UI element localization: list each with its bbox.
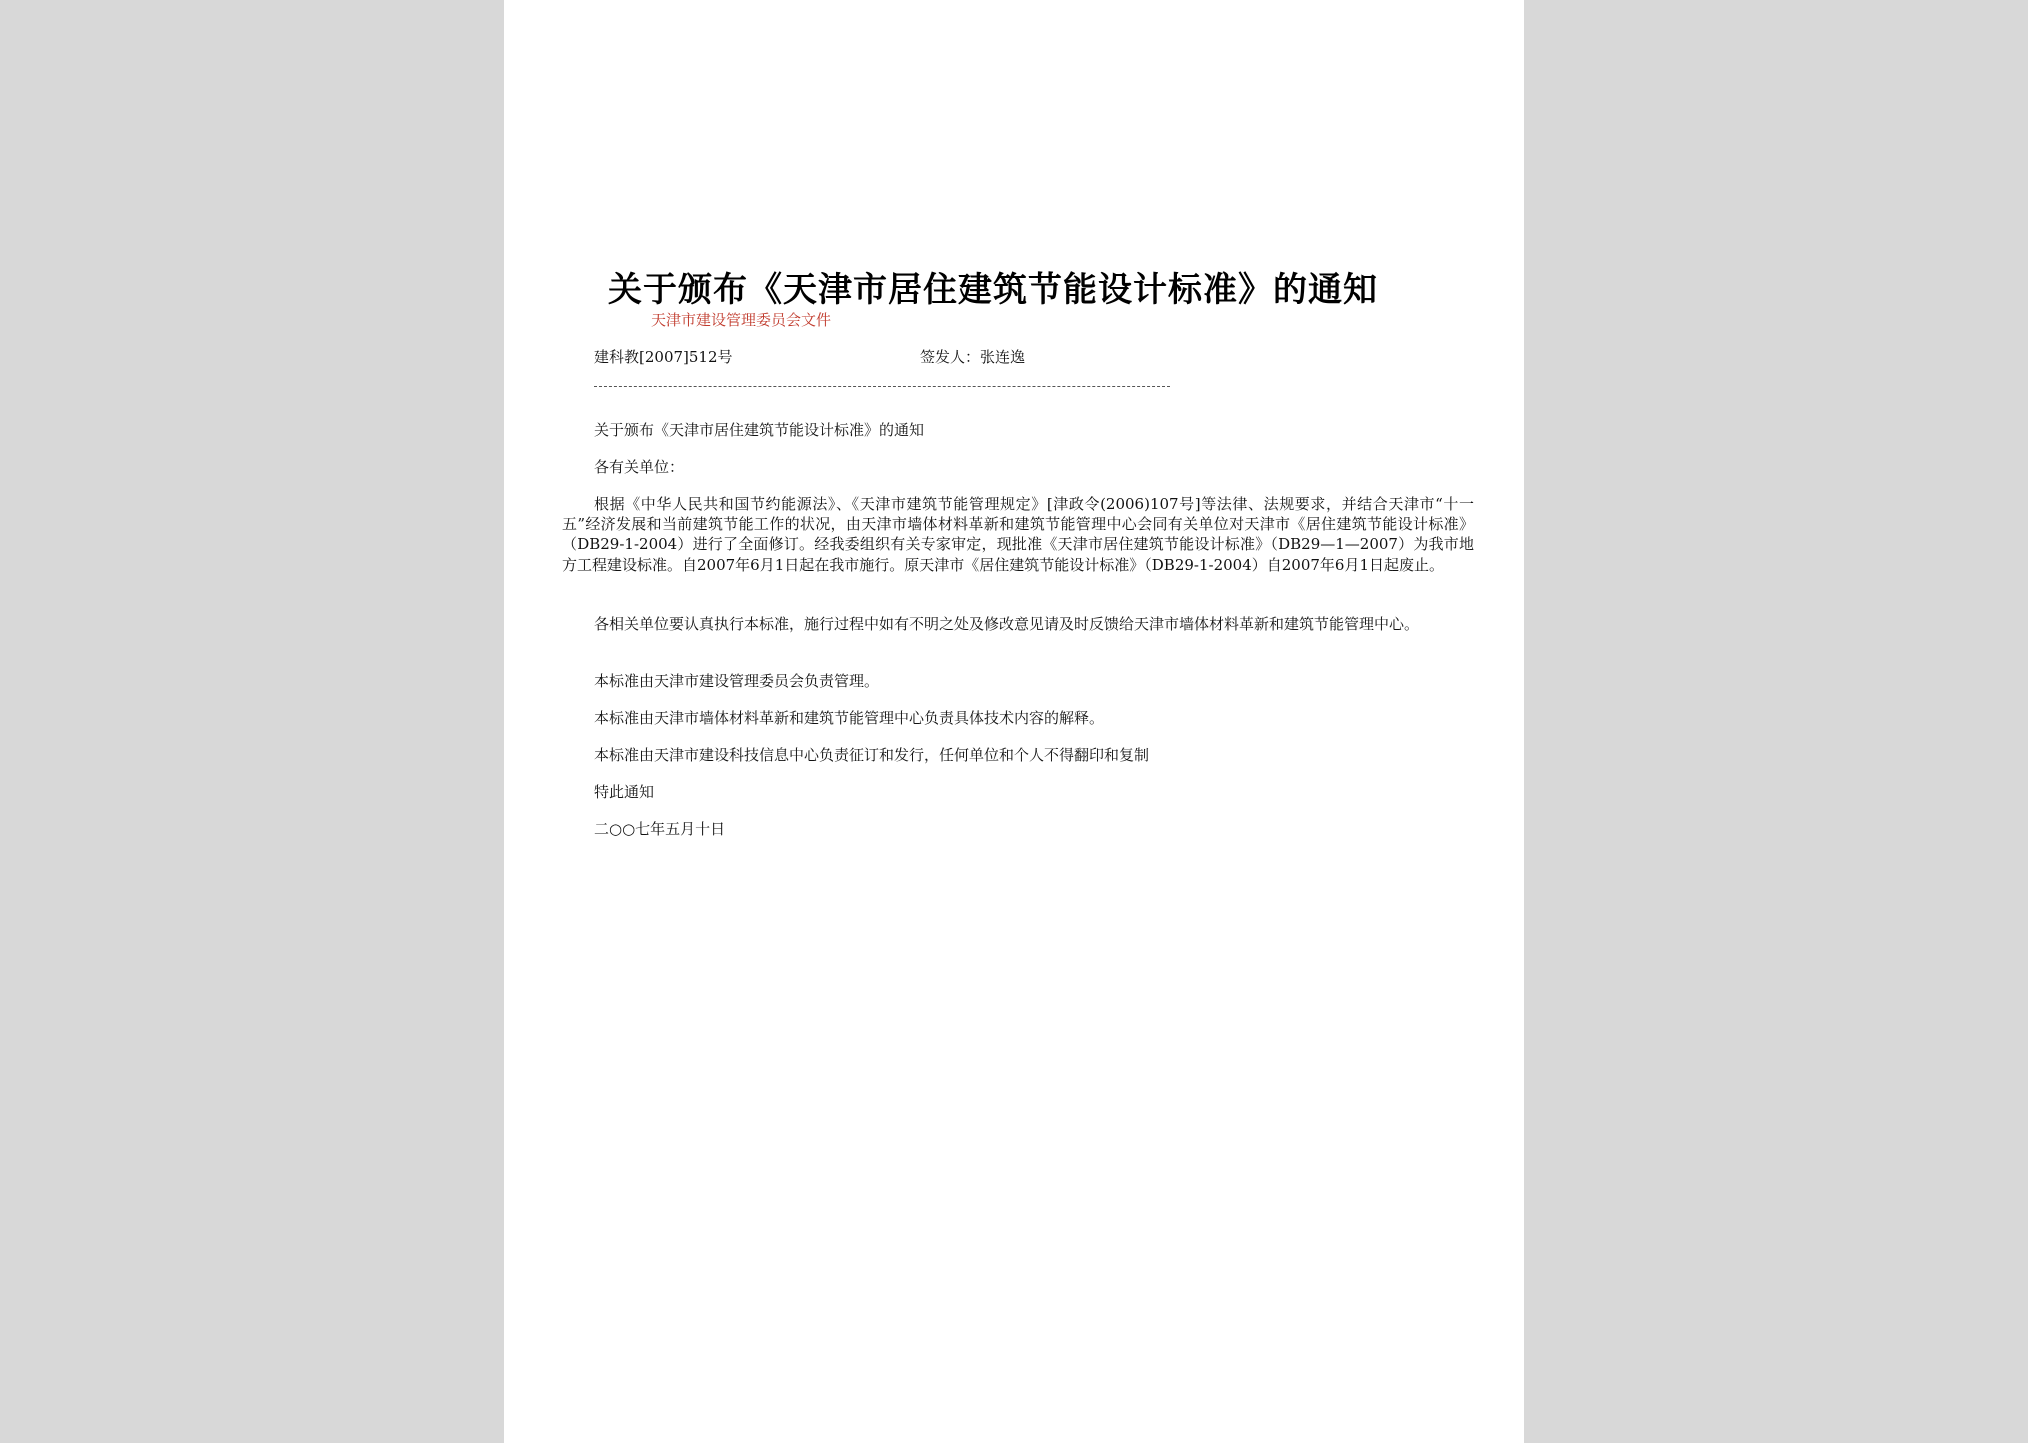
paragraph-5: 本标准由天津市建设科技信息中心负责征订和发行，任何单位和个人不得翻印和复制 bbox=[594, 746, 1150, 764]
subject-line: 关于颁布《天津市居住建筑节能设计标准》的通知 bbox=[594, 421, 925, 439]
document-date: 二○○七年五月十日 bbox=[594, 820, 726, 838]
issuer-line: 天津市建设管理委员会文件 bbox=[651, 311, 832, 329]
salutation: 各有关单位： bbox=[594, 458, 685, 476]
document-number: 建科教[2007]512号 bbox=[594, 348, 733, 366]
paragraph-1: 根据《中华人民共和国节约能源法》、《天津市建筑节能管理规定》[津政令(2006)107号]等法律、法规要求，并结合天津市“十一五”经济发展和当前建筑节能工作的状况，由天津市墙体材料革新和建筑节能管理中心会同有关单位对天津市《居住建筑节能设计标准》（DB29-1-2004）进行了全面修订。经我委组织有关专家审定，现批准《天津市居住建筑节能设计标准》（DB29—1—2007）为我市地方工程建设标准。自2007年6月1日起在我市施行。原天津市《居住建筑节能设计标准》（DB29-1-2004）自2007年6月1日起废止。 bbox=[562, 495, 1474, 574]
paragraph-3: 本标准由天津市建设管理委员会负责管理。 bbox=[594, 672, 880, 690]
separator-dashed-line bbox=[594, 386, 1170, 387]
paragraph-2: 各相关单位要认真执行本标准，施行过程中如有不明之处及修改意见请及时反馈给天津市墙体材料革新和建筑节能管理中心。 bbox=[594, 615, 1420, 633]
document-title: 关于颁布《天津市居住建筑节能设计标准》的通知 bbox=[608, 270, 1378, 310]
signer-name: 张连逸 bbox=[980, 348, 1026, 366]
signer-block bbox=[920, 346, 1025, 367]
signer-label: 签发人： bbox=[920, 348, 981, 366]
closing-line: 特此通知 bbox=[594, 783, 655, 801]
paragraph-4: 本标准由天津市墙体材料革新和建筑节能管理中心负责具体技术内容的解释。 bbox=[594, 709, 1105, 727]
document-page bbox=[504, 0, 1524, 1443]
